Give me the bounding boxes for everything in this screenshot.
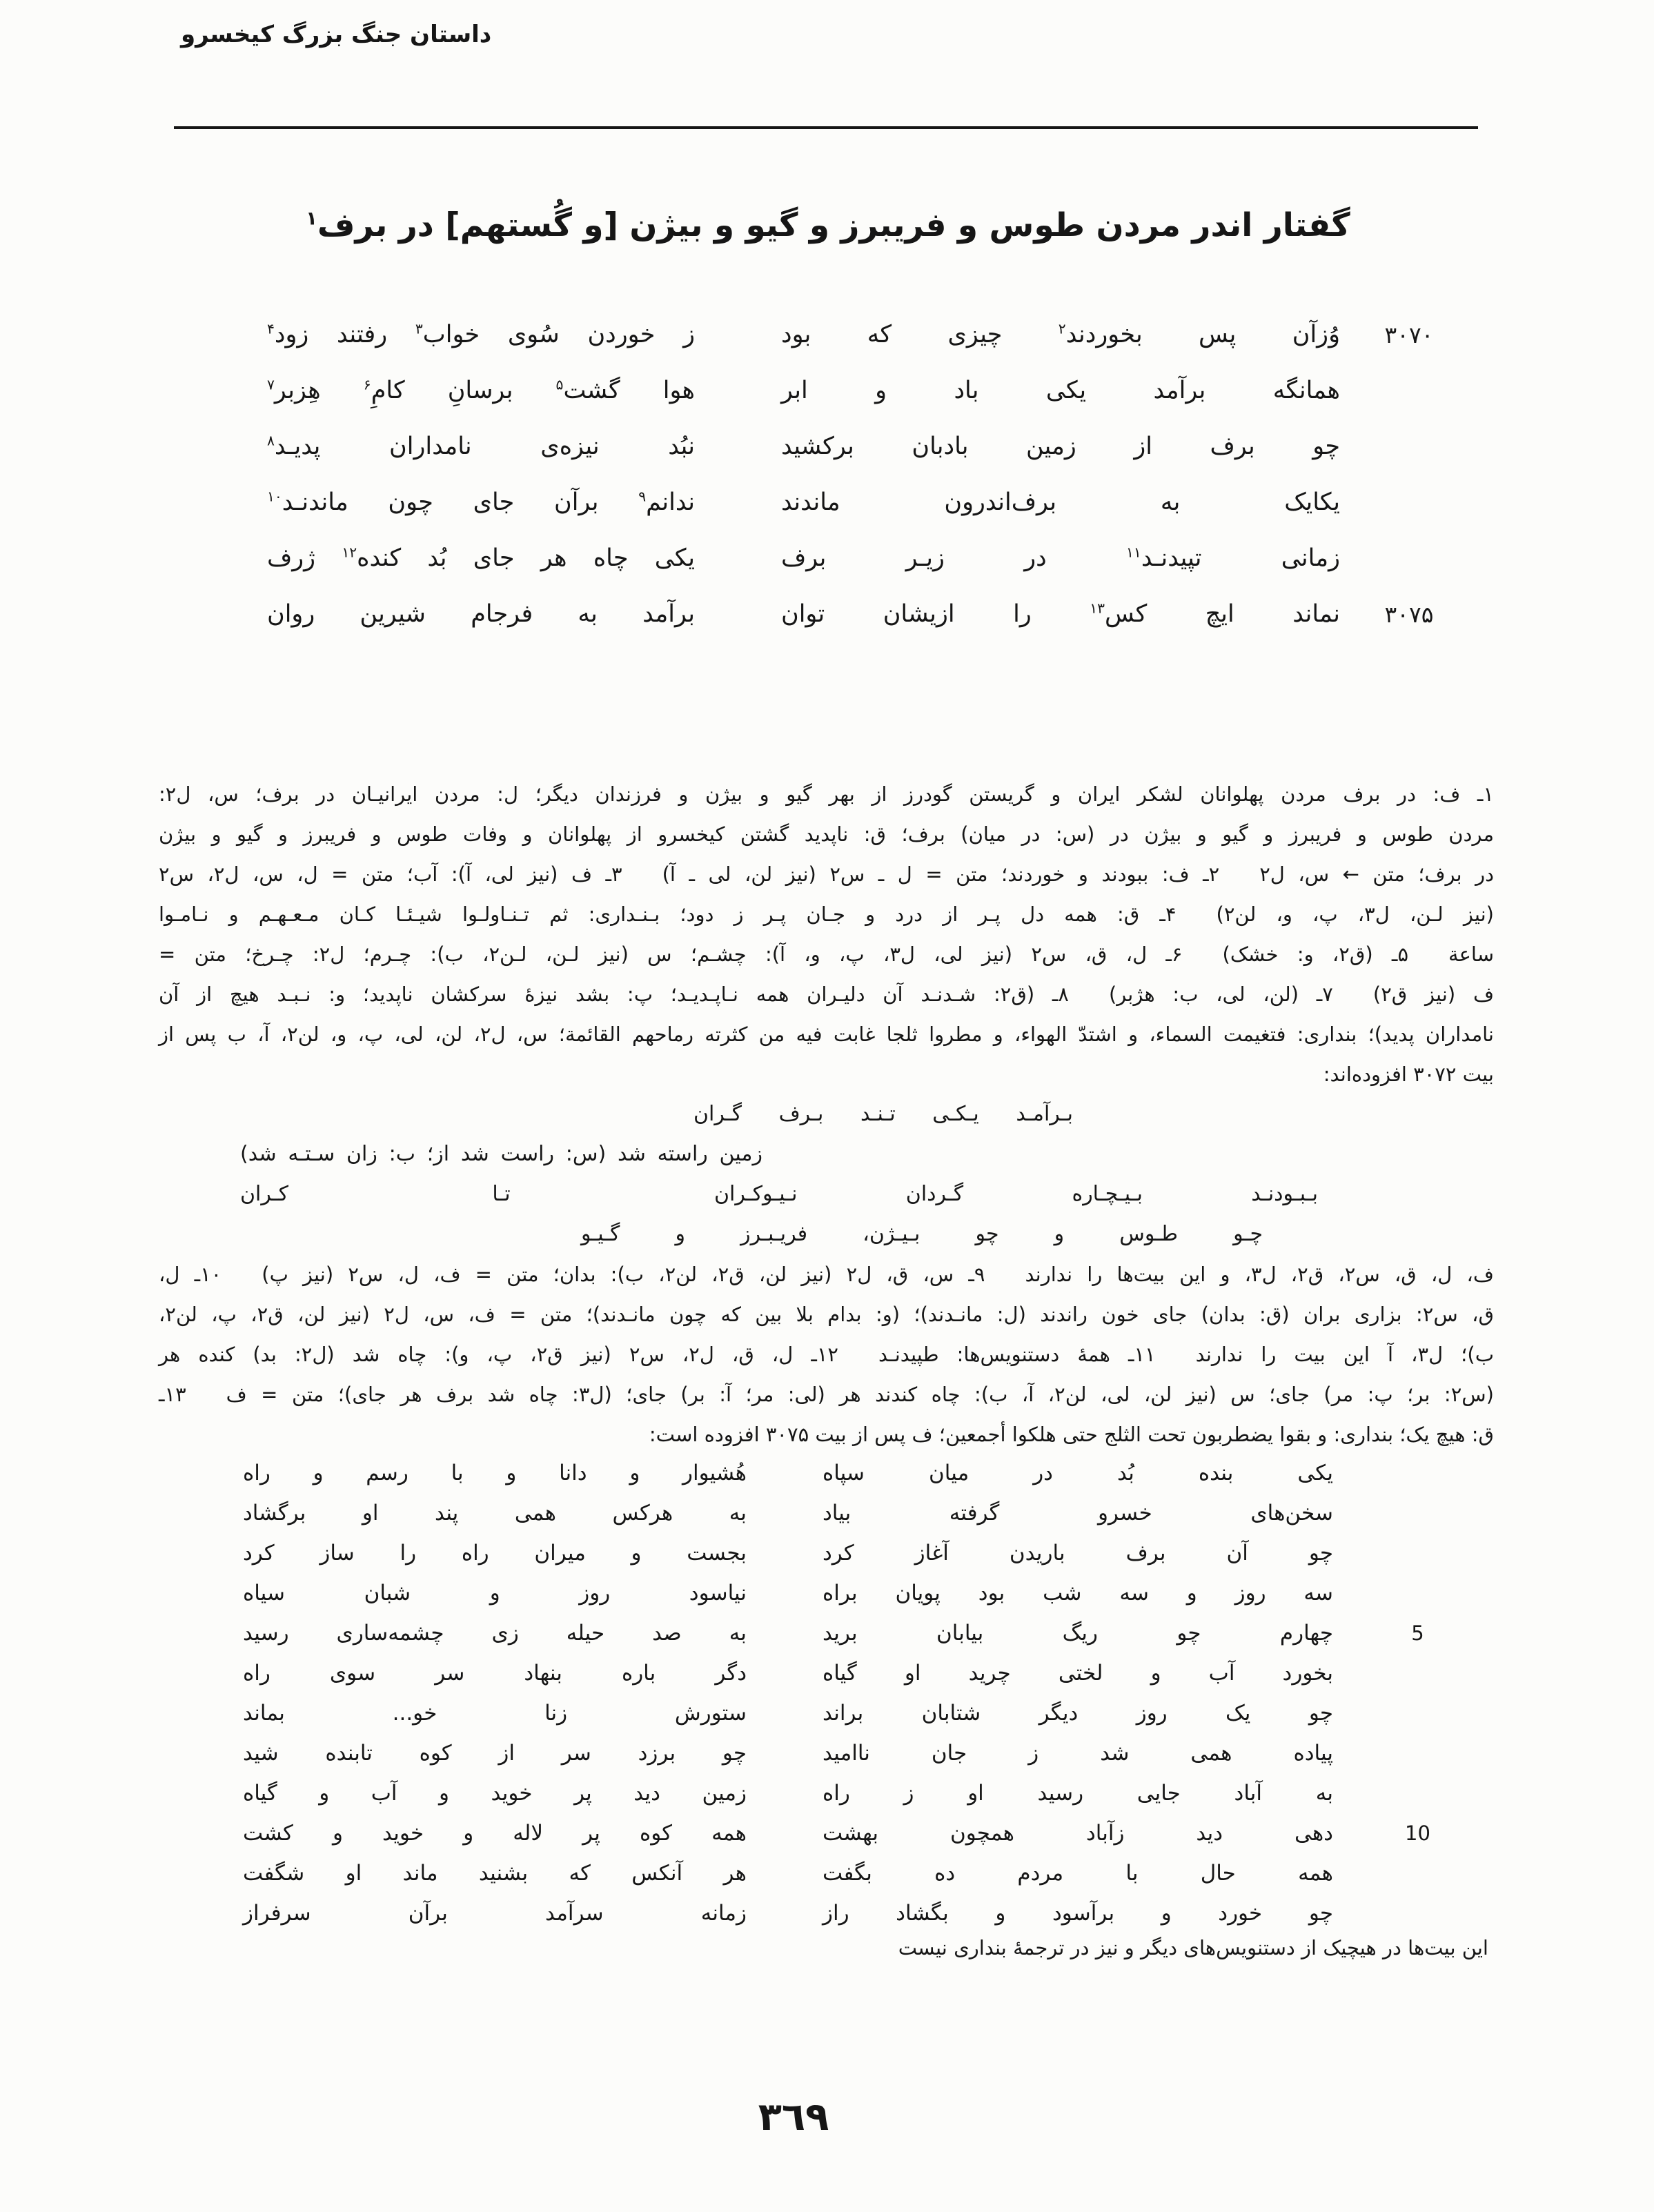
verse-row [267,419,1447,475]
inserted-verse-line: بـبـودنـد بـیـچـاره گـردان نـیـو [762,1182,1318,1206]
hemistich-right: چو یک روز دیگر شتابان براند [823,1701,1333,1726]
footnote-line: مردن طوس و فریبرز و گیو و بیژن در (س: در میان) برف؛ ق: ناپدید گشتن کیخسرو از پهلوانان و وفات طوس و فریبرز و گیو و بیژن [159,822,1494,846]
verse-number [1371,475,1447,531]
inserted-verse-line: چـو طـوس و چو بـیـژن، فریـبـرز و گـیـو [581,1222,1263,1246]
inserted-verse-line: بـرآمـد یـکـی تـنـد بـرف گـران [693,1102,1073,1126]
appendix-verse-row [243,1773,1447,1813]
hemistich-left: برآمد به فرجام شیرین روان [267,600,695,628]
hemistich-left: دگر باره بنهاد سر سوی راه [243,1661,747,1686]
final-note: این بیت‌ها در هیچیک از دستنویس‌های دیگر و نیز در ترجمهٔ بنداری نیست [898,1936,1488,1959]
hemistich-left: نیاسود روز و شبان سیاه [243,1581,747,1606]
verse-row [267,475,1447,531]
appendix-verse-number [1388,1573,1447,1613]
running-header: داستان جنگ بزرگ کیخسرو [181,21,492,48]
appendix-verse-row [243,1853,1447,1893]
verse-row [267,531,1447,586]
hemistich-left: هُشیوار و دانا و با رسم و راه [243,1461,747,1485]
appendix-verse-row [243,1533,1447,1573]
hemistich-left: زمین دید پر خوید و آب و گیاه [243,1781,747,1806]
hemistich-right: نماند ایچ کس$^{۱۳}$ را ازیشان توان [781,600,1340,628]
page-number: ٣٦٩ [758,2095,829,2140]
footnote-line: ف، ل، ق، س۲، ق۲، ل۳، و این بیت‌ها را ندارند ۹ـ س، ق، ل۲ (نیز لن، ق۲، لن۲، ب): بدان؛ متن = ف، ل، س۲ (نیز پ) ۱۰ـ ل، [159,1263,1494,1286]
footnote-line: (س۲: بر؛ پ: مر) جای؛ س (نیز لن، لی، لن۲، آ، ب): چاه کندند هر (لی: مر؛ آ: بر) جای؛ (ل۳: چاه شد برف هر جای)؛ متن = ف ۱۳ـ [159,1383,1494,1406]
appendix-verse-number [1388,1853,1447,1893]
appendix-verse-row [243,1573,1447,1613]
hemistich-left: ندانم$^۹$ برآن جای چون ماندنـد$^{۱۰}$ [267,488,695,516]
appendix-verse-number [1388,1773,1447,1813]
hemistich-left: همه کوه پر لاله و خوید و کشت [243,1821,747,1846]
footnote-line: ق: هیچ یک؛ بنداری: و بقوا یضطربون تحت الثلج حتی هلکوا أجمعین؛ ف پس از بیت ۳۰۷۵ افزوده است: [649,1423,1494,1446]
critical-apparatus [159,774,1494,1454]
verse-row [267,586,1447,642]
hemistich-right: چو خورد و برآسود و بگشاد راز [823,1901,1333,1926]
verse-number [1371,363,1447,419]
hemistich-right: چو آن برف باریدن آغاز کرد [823,1541,1333,1566]
hemistich-right: همه حال با مردم ده بگفت [823,1861,1333,1886]
appendix-verse-number [1388,1533,1447,1573]
hemistich-right: چو برف از زمین بادبان برکشید [781,433,1340,460]
hemistich-right: سخن‌های خسرو گرفته بیاد [823,1501,1333,1525]
hemistich-left: بجست و میران راه را ساز کرد [243,1541,747,1566]
hemistich-left: هوا گشت$^۵$ برسانِ کامِ$^۶$ هِزبر$^۷$ [267,376,695,404]
appendix-verse-block [243,1453,1447,1933]
hemistich-right: بخورد آب و لختی چرید او گیاه [823,1661,1333,1686]
appendix-verse-row [243,1653,1447,1693]
appendix-verse-number: 10 [1405,1821,1430,1845]
hemistich-left: به هرکس همی پند او برگشاد [243,1501,747,1525]
appendix-verse-row [243,1453,1447,1493]
footnote-line: ق، س۲: بزاری بران (ق: بدان) جای خون راندند (ل: مانـدند)؛ (و: بدام بلا بین که چون مانـدند)؛ متن = ف، س، ل۲ (نیز لن، ق۲، پ، لن۲، [159,1303,1494,1326]
appendix-verse-row [243,1613,1447,1653]
main-verse-block [267,307,1447,642]
verse-number [1371,531,1447,586]
hemistich-right: به آباد جایی رسید او ز راه [823,1781,1333,1806]
footnote-line: بیت ۳۰۷۲ افزوده‌اند: [1323,1063,1494,1086]
appendix-verse-number [1388,1653,1447,1693]
verse-number [1371,419,1447,475]
footnote-line: ف (نیز ق۲) ۷ـ (لن، لی، ب: هژبر) ۸ـ (ق۲: شـدنـد آن دلیـران همه نـاپـدیـد؛ پ: بشد نیزهٔ سرکشان ناپدید؛ و: نـبـد هیچ از آن [159,982,1495,1006]
appendix-verse-row [243,1693,1447,1733]
hemistich-left: هر آنکس که بشنید ماند او شگفت [243,1861,747,1886]
appendix-verse-number [1388,1693,1447,1733]
appendix-verse-number [1388,1893,1447,1933]
hemistich-left: به صد حیله زی چشمه‌ساری رسید [243,1621,747,1646]
inserted-verse-line: زمین راسته شد (س: راست شد از؛ ب: زان سـتـه شد) کـران تـا کـران [240,1142,762,1206]
footnote-line: ب)؛ ل۳، آ این بیت را ندارند ۱۱ـ همهٔ دستنویس‌ها: طپیدنـد ۱۲ـ ل، ق، ل۲، س۲ (نیز ق۲، پ، و): چاه شد (ل۲: بد) کنده هر [159,1343,1495,1366]
hemistich-left: زمانه سرآمد برآن سرفراز [243,1901,747,1926]
footnote-line: ساعة ۵ـ (ق۲، و: خشک) ۶ـ ل، ق، س۲ (نیز لی، ل۳، پ، و، آ): چشـم؛ س (نیز لـن، لـن۲، ب): چـرم؛ ل۲: چـرخ؛ متن = [159,942,1495,966]
verse-number: ۳۰۷۰ [1384,322,1434,348]
appendix-verse-row [243,1893,1447,1933]
verse-row [267,307,1447,363]
appendix-verse-row [243,1493,1447,1533]
hemistich-left: ز خوردن سُوی خواب$^۳$ رفتند زود$^۴$ [267,320,695,348]
hemistich-right: وُزآن پس بخوردند$^۲$ چیزی که بود [781,320,1340,348]
appendix-verse-number [1388,1733,1447,1773]
hemistich-left: نبُد نیزه‌ی نامداران پدیـد$^۸$ [267,432,695,460]
footnote-line: (نیز لـن، ل۳، پ، و، لن۲) ۴ـ ق: همه دل پـر از درد و جـان پـر ز دود؛ بـنـداری: ثم تـنـاولـوا شیـئـا کـان مـعـهـم و نـامـوا [159,902,1494,926]
hemistich-right: دهی دید زآباد همچون بهشت [823,1821,1333,1846]
hemistich-left: ستورش زنا خو... بماند [243,1701,747,1726]
hemistich-left: چو برزد سر از کوه تابنده شید [243,1741,747,1766]
appendix-verse-number: 5 [1411,1621,1424,1645]
hemistich-right: یکایک به برف‌اندرون ماندند [781,488,1340,516]
hemistich-right: همانگه برآمد یکی باد و ابر [781,377,1340,404]
appendix-verse-number [1388,1453,1447,1493]
hemistich-right: یکی بنده بُد در میان سپاه [823,1461,1333,1485]
appendix-verse-number [1388,1493,1447,1533]
header-rule [174,126,1478,129]
appendix-verse-row [243,1813,1447,1853]
hemistich-right: چهارم چو ریگ بیابان برید [823,1621,1333,1646]
verse-row [267,363,1447,419]
appendix-verse-row [243,1733,1447,1773]
chapter-title: گفتار اندر مردن طوس و فریبرز و گیو و بیژن [و گُستهم] در برف$^۱$ [306,206,1350,244]
hemistich-left: یکی چاه هر جای بُد کنده$^{۱۲}$ ژرف [267,544,695,572]
footnote-line: ۱ـ ف: در برف مردن پهلوانان لشکر ایران و گریستن گودرز از بهر گیو و بیژن و فرزندان دیگر؛ ل: مردن ایرانیـان در برف؛ س، ل۲: [159,782,1494,806]
footnote-line: در برف؛ متن ← س، ل۲ ۲ـ ف: ببودند و خوردند؛ متن = ل ـ س۲ (نیز لن، لی ـ آ) ۳ـ ف (نیز لی، آ): آب؛ متن = ل، س، ل۲، س۲ [159,862,1495,886]
verse-number: ۳۰۷۵ [1384,601,1434,628]
hemistich-right: پیاده همی شد ز جان ناامید [823,1741,1333,1766]
hemistich-right: زمانی تپیدنـد$^{۱۱}$ در زیـر برف [781,544,1340,572]
footnote-line: نامداران پدید)؛ بنداری: فتغیمت السماء، و اشتدّ الهواء، و مطروا ثلجا غابت فیه من کثرته رماحهم القائمة؛ س، ل۲، لن، لی، پ، و، لن۲، آ، ب پس از [159,1023,1495,1046]
hemistich-right: سه روز و سه شب بود پویان براه [823,1581,1333,1606]
